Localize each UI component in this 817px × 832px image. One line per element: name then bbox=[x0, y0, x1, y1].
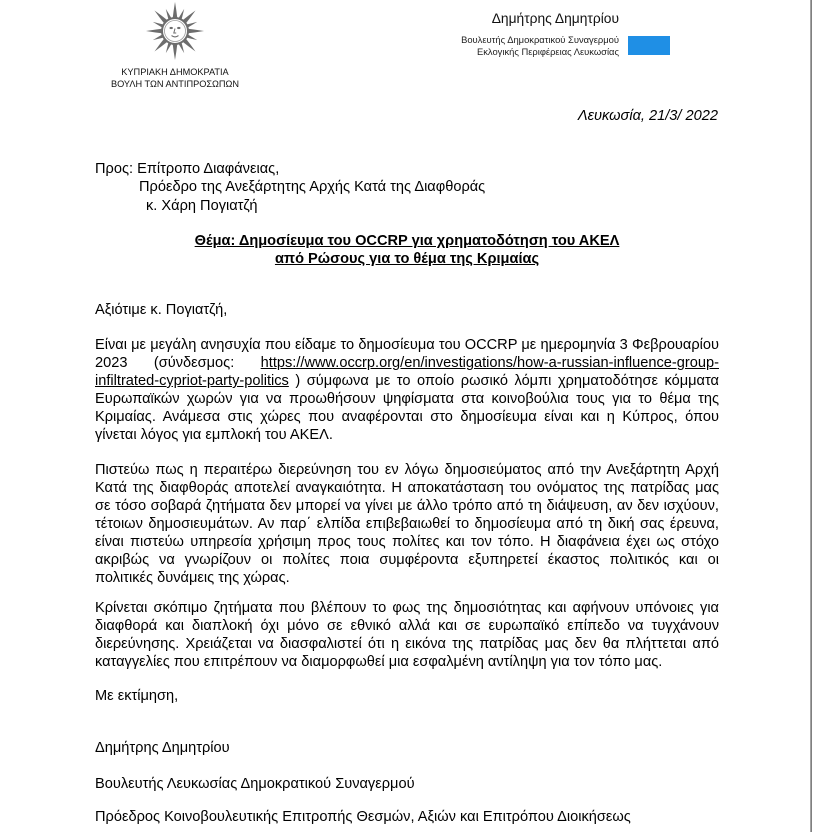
subject-block bbox=[95, 232, 719, 268]
paragraph-3-line: διερεύνησης. Χρειάζεται να διασφαλιστεί ότι η εικόνα της πατρίδας μας δεν θα πλήττεται από bbox=[95, 636, 719, 652]
closing: Με εκτίμηση, bbox=[95, 688, 179, 704]
recipient-line-1: Προς: Επίτροπο Διαφάνειας, bbox=[95, 161, 280, 177]
paragraph-2-line: πολιτικές δυνάμεις της χώρας. bbox=[95, 570, 290, 586]
paragraph-1-line-2 bbox=[95, 354, 719, 372]
letter-date: Λευκωσία, 21/3/ 2022 bbox=[577, 108, 718, 124]
signature-role: Πρόεδρος Κοινοβουλευτικής Επιτροπής Θεσμών, Αξιών και Επιτρόπου Διοικήσεως bbox=[95, 809, 631, 825]
recipient-line-3: κ. Χάρη Πογιατζή bbox=[146, 198, 258, 214]
recipient-line-2: Πρόεδρο της Ανεξάρτητης Αρχής Κατά της Διαφθοράς bbox=[139, 179, 486, 195]
sun-emblem-icon bbox=[140, 0, 210, 62]
paragraph-1-line-3-text: ) σύμφωνα με το οποίο ρωσικό λόμπι χρηματοδότησε κόμματα bbox=[295, 373, 719, 389]
sender-title: Βουλευτής Δημοκρατικού Συναγερμού bbox=[461, 34, 619, 45]
party-color-bar bbox=[628, 36, 670, 55]
paragraph-1-line-6: γίνεται λόγος για εμπλοκή του ΑΚΕΛ. bbox=[95, 427, 333, 443]
paragraph-3-line: διαφθορά και διαπλοκή όχι μόνο σε εθνικό αλλά και σε ευρωπαϊκό επίπεδο να τυγχάνουν bbox=[95, 618, 719, 634]
subject-row-2 bbox=[95, 250, 719, 268]
paragraph-2-line: τέτοιων δημοσιευμάτων. Αν παρ΄ ελπίδα επιβεβαιωθεί το δημοσίευμα από τη δική σας έρευνα, bbox=[95, 516, 719, 532]
paragraph-1-line-3 bbox=[95, 372, 719, 390]
occrp-article-link-part-2[interactable]: infiltrated-cypriot-party-politics bbox=[95, 373, 289, 389]
sender-name: Δημήτρης Δημητρίου bbox=[491, 11, 619, 26]
paragraph-3 bbox=[95, 599, 719, 671]
paragraph-2-line: Πιστεύω πως η περαιτέρω διερεύνηση του εν λόγω δημοσιεύματος από την Ανεξάρτητη Αρχή bbox=[95, 462, 719, 478]
subject-row-1 bbox=[95, 232, 719, 250]
subject-line-1: Θέμα: Δημοσίευμα του OCCRP για χρηματοδότηση του ΑΚΕΛ bbox=[194, 233, 620, 249]
parliament-emblem-logo bbox=[140, 0, 210, 62]
signature-name: Δημήτρης Δημητρίου bbox=[95, 740, 230, 756]
paragraph-1 bbox=[95, 336, 719, 444]
sender-district: Εκλογικής Περιφέρειας Λευκωσίας bbox=[476, 46, 619, 57]
page-edge bbox=[810, 0, 812, 832]
paragraph-1-line-4: Ευρωπαϊκών χωρών για να προωθήσουν ψηφίσματα στα κοινοβούλια τους για το θέμα της bbox=[95, 391, 719, 407]
paragraph-1-line-5: Κριμαίας. Ανάμεσα στις χώρες που αναφέρονται στο δημοσίευμα είναι και η Κύπρος, όπου bbox=[95, 409, 719, 425]
institution-name: ΒΟΥΛΗ ΤΩΝ ΑΝΤΙΠΡΟΣΩΠΩΝ bbox=[110, 79, 240, 89]
paragraph-2-line: ακριβώς να γνωρίζουν οι πολίτες ποια συμφέροντα εξυπηρετεί έκαστος πολιτικός και οι bbox=[95, 552, 719, 568]
paragraph-3-line: Κρίνεται σκόπιμο ζητήματα που βλέπουν το φως της δημοσιότητας και αφήνουν υπόνοιες για bbox=[95, 600, 719, 616]
country-name: ΚΥΠΡΙΑΚΗ ΔΗΜΟΚΡΑΤΙΑ bbox=[121, 67, 229, 77]
paragraph-2-line: είναι πιστεύω υπηρεσία χρήσιμη προς τους πολίτες και τον τόπο. Η διαφάνεια έχει ως στόχο bbox=[95, 534, 719, 550]
paragraph-2-line: Κατά της διαφθοράς αποτελεί αναγκαιότητα. Η αποκατάσταση του ονόματος της πατρίδας μας bbox=[95, 480, 719, 496]
subject-line-2: από Ρώσους για το θέμα της Κριμαίας bbox=[274, 251, 540, 267]
salutation: Αξιότιμε κ. Πογιατζή, bbox=[95, 302, 228, 318]
paragraph-3-line: καταγγελίες που επιτρέπουν να διαμορφωθεί μια εσφαλμένη αντίληψη για τον τόπο μας. bbox=[95, 654, 663, 670]
signature-title: Βουλευτής Λευκωσίας Δημοκρατικού Συναγερμού bbox=[95, 776, 415, 792]
paragraph-1-line-2-text: 2023 (σύνδεσμος: bbox=[95, 355, 235, 371]
paragraph-2 bbox=[95, 461, 719, 587]
paragraph-2-line: σε τόσο σοβαρά ζητήματα δεν μπορεί να γίνει με άλλο τρόπο από τη διάψευση, αν δεν ισχύουν, bbox=[95, 498, 719, 514]
paragraph-1-line-1: Είναι με μεγάλη ανησυχία που είδαμε το δημοσίευμα του OCCRP με ημερομηνία 3 Φεβρουαρίου bbox=[95, 337, 719, 353]
occrp-article-link-part-1[interactable]: https://www.occrp.org/en/investigations/how-a-russian-influence-group- bbox=[260, 355, 719, 371]
